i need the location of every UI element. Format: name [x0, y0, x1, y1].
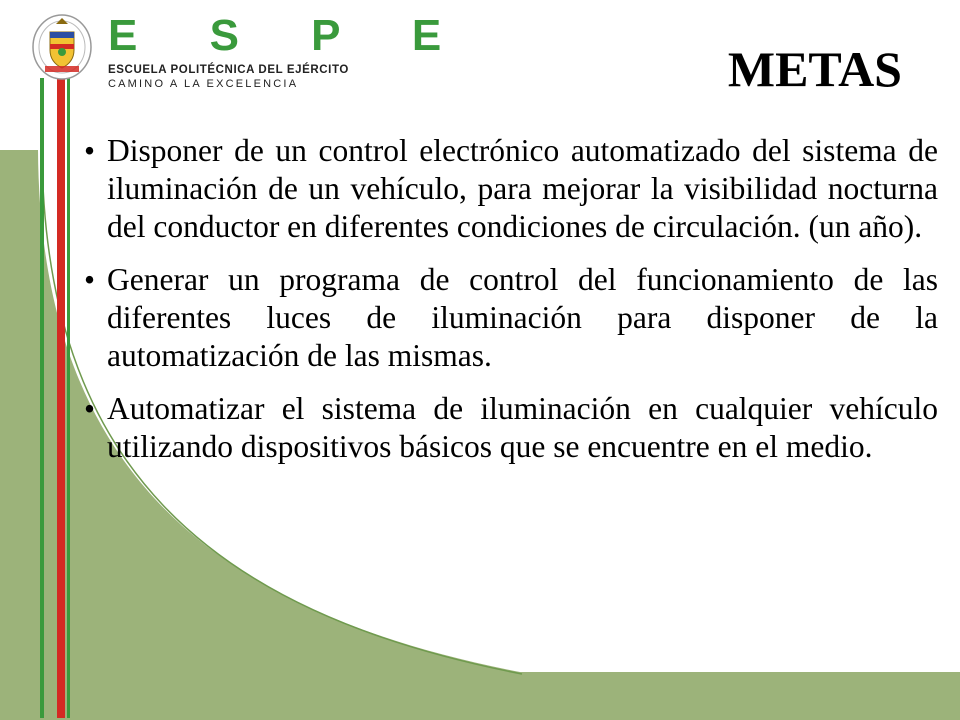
logo-motto: CAMINO A LA EXCELENCIA	[108, 78, 299, 90]
goal-item: • Automatizar el sistema de iluminación en cualquier vehículo utilizando dispositivos básicos que se encuentre en el medio.	[84, 390, 938, 466]
green-stripe-2	[67, 78, 70, 718]
espe-seal-icon	[33, 15, 91, 79]
goal-item: • Generar un programa de control del funcionamiento de las diferentes luces de iluminación para disponer de la automatización de las mismas.	[84, 261, 938, 375]
logo-letters: E S P E	[108, 11, 472, 60]
espe-logo	[108, 11, 472, 90]
goals-list	[84, 132, 938, 481]
slide-title: METAS	[727, 41, 902, 97]
green-stripe	[40, 78, 44, 718]
red-stripe	[57, 78, 65, 718]
logo-institution-name: ESCUELA POLITÉCNICA DEL EJÉRCITO	[108, 64, 349, 76]
goal-item: • Disponer de un control electrónico automatizado del sistema de iluminación de un vehículo, para mejorar la visibilidad nocturna del conductor en diferentes condiciones de circulación. (un año).	[84, 132, 938, 246]
